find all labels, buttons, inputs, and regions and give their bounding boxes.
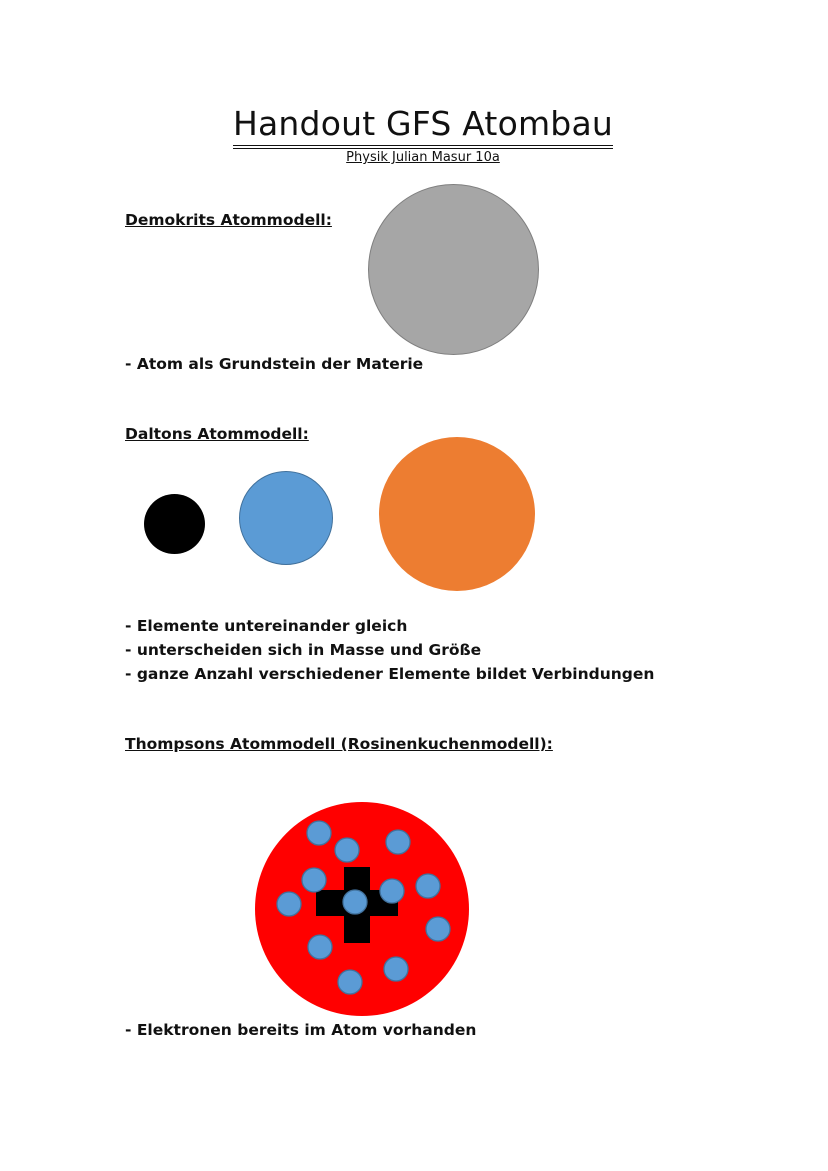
dalton-atom-orange (379, 437, 535, 591)
democritus-bullet-1: - Atom als Grundstein der Materie (125, 355, 424, 373)
electron (302, 868, 326, 892)
thomson-plum-pudding-diagram (252, 799, 472, 1019)
electron (380, 879, 404, 903)
document-subtitle: Physik Julian Masur 10a (346, 150, 500, 165)
electron (416, 874, 440, 898)
dalton-heading: Daltons Atommodell: (125, 425, 309, 443)
dalton-bullet-3: - ganze Anzahl verschiedener Elemente bildet Verbindungen (125, 665, 655, 683)
electron (308, 935, 332, 959)
electron (307, 821, 331, 845)
democritus-atom-sphere (368, 184, 539, 355)
dalton-atom-black (144, 494, 205, 554)
electron (384, 957, 408, 981)
dalton-atom-blue (239, 471, 333, 565)
electron (386, 830, 410, 854)
electron (277, 892, 301, 916)
dalton-bullet-1: - Elemente untereinander gleich (125, 617, 408, 635)
electron (335, 838, 359, 862)
document-title (0, 104, 828, 149)
democritus-heading: Demokrits Atommodell: (125, 211, 332, 229)
electron (338, 970, 362, 994)
electron (343, 890, 367, 914)
document-title-text: Handout GFS Atombau (233, 104, 613, 149)
dalton-bullet-2: - unterscheiden sich in Masse und Größe (125, 641, 482, 659)
thomson-heading: Thompsons Atommodell (Rosinenkuchenmodell): (125, 735, 553, 753)
thomson-bullet-1: - Elektronen bereits im Atom vorhanden (125, 1021, 477, 1039)
electron (426, 917, 450, 941)
